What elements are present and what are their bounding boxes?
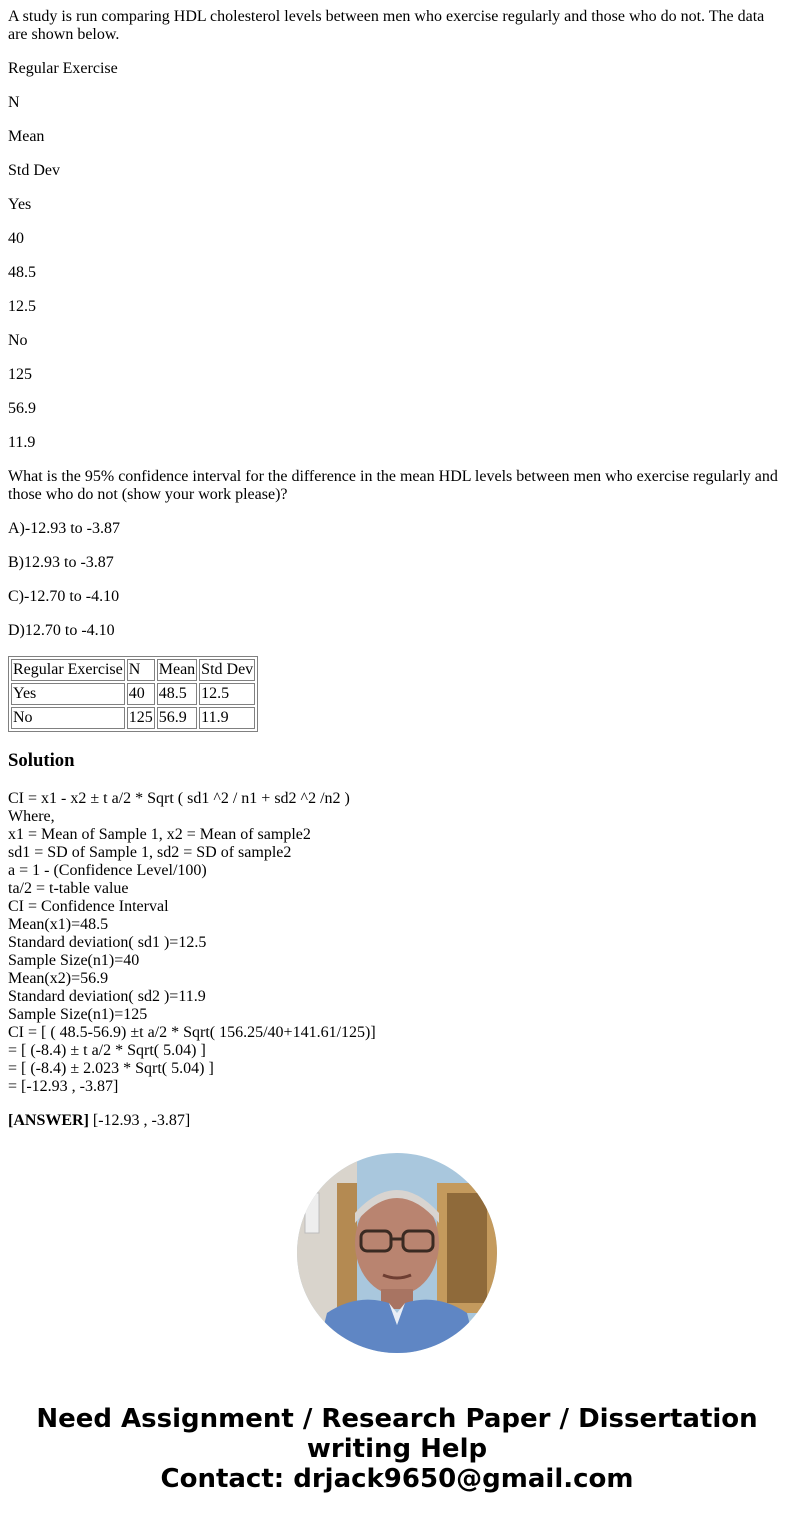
- solution-line: CI = Confidence Interval: [8, 898, 169, 915]
- solution-line: Where,: [8, 808, 55, 825]
- page-content: [8, 8, 786, 1130]
- solution-line: = [-12.93 , -3.87]: [8, 1078, 119, 1095]
- data-table: [8, 656, 258, 732]
- solution-line: Standard deviation( sd2 )=11.9: [8, 988, 206, 1005]
- question-prompt: What is the 95% confidence interval for the difference in the mean HDL levels between men who exercise regularly and those who do not (show your work please)?: [8, 468, 778, 503]
- flat-cell-no: No: [8, 332, 28, 349]
- table-cell: 11.9: [199, 707, 255, 729]
- solution-line: a = 1 - (Confidence Level/100): [8, 862, 207, 879]
- flat-cell-yes-mean: 48.5: [8, 264, 36, 281]
- solution-line: Mean(x2)=56.9: [8, 970, 109, 987]
- table-header-cell: N: [127, 659, 155, 681]
- option-c: C)-12.70 to -4.10: [8, 588, 120, 605]
- author-avatar: [297, 1153, 497, 1353]
- flat-cell-mean: Mean: [8, 128, 45, 145]
- solution-line: Sample Size(n1)=40: [8, 952, 140, 969]
- table-cell: 12.5: [199, 683, 255, 705]
- table-row: [11, 707, 255, 729]
- solution-line: = [ (-8.4) ± 2.023 * Sqrt( 5.04) ]: [8, 1060, 214, 1077]
- answer-value: [-12.93 , -3.87]: [88, 1112, 191, 1129]
- solution-line: CI = [ ( 48.5-56.9) ±t a/2 * Sqrt( 156.25/40+141.61/125)]: [8, 1024, 376, 1041]
- table-cell: 40: [127, 683, 155, 705]
- flat-cell-n: N: [8, 94, 20, 111]
- solution-line: Standard deviation( sd1 )=12.5: [8, 934, 207, 951]
- solution-line: = [ (-8.4) ± t a/2 * Sqrt( 5.04) ]: [8, 1042, 206, 1059]
- footer-line-1: Need Assignment / Research Paper / Dissertation: [36, 1404, 758, 1434]
- table-cell: 125: [127, 707, 155, 729]
- solution-work: [8, 790, 786, 1096]
- flat-cell-yes: Yes: [8, 196, 32, 213]
- solution-line: Mean(x1)=48.5: [8, 916, 109, 933]
- question-intro: A study is run comparing HDL cholesterol levels between men who exercise regularly and those who do not. The data are shown below.: [8, 8, 765, 43]
- answer-line: [8, 1112, 786, 1130]
- solution-line: CI = x1 - x2 ± t a/2 * Sqrt ( sd1 ^2 / n1 + sd2 ^2 /n2 ): [8, 790, 350, 807]
- table-header-cell: Regular Exercise: [11, 659, 125, 681]
- footer-line-2: writing Help: [306, 1434, 488, 1464]
- table-cell: 48.5: [157, 683, 197, 705]
- flat-cell-no-mean: 56.9: [8, 400, 36, 417]
- table-row: [11, 683, 255, 705]
- solution-line: x1 = Mean of Sample 1, x2 = Mean of sample2: [8, 826, 311, 843]
- author-portrait-image: [297, 1153, 497, 1353]
- option-d: D)12.70 to -4.10: [8, 622, 115, 639]
- footer-contact: Contact: drjack9650@gmail.com: [160, 1464, 634, 1494]
- option-a: A)-12.93 to -3.87: [8, 520, 120, 537]
- footer-banner: [0, 1404, 794, 1494]
- flat-cell-no-sd: 11.9: [8, 434, 36, 451]
- table-cell: No: [11, 707, 125, 729]
- table-header-cell: Std Dev: [199, 659, 255, 681]
- solution-heading: Solution: [8, 750, 75, 771]
- table-header-row: [11, 659, 255, 681]
- flat-cell-yes-n: 40: [8, 230, 24, 247]
- flat-cell-std-dev: Std Dev: [8, 162, 60, 179]
- flat-cell-regular-exercise: Regular Exercise: [8, 60, 118, 77]
- table-cell: 56.9: [157, 707, 197, 729]
- solution-line: sd1 = SD of Sample 1, sd2 = SD of sample2: [8, 844, 292, 861]
- flat-cell-yes-sd: 12.5: [8, 298, 36, 315]
- option-b: B)12.93 to -3.87: [8, 554, 114, 571]
- answer-label: [ANSWER]: [8, 1112, 89, 1129]
- solution-line: Sample Size(n1)=125: [8, 1006, 148, 1023]
- solution-line: ta/2 = t-table value: [8, 880, 129, 897]
- table-header-cell: Mean: [157, 659, 197, 681]
- table-cell: Yes: [11, 683, 125, 705]
- flat-cell-no-n: 125: [8, 366, 32, 383]
